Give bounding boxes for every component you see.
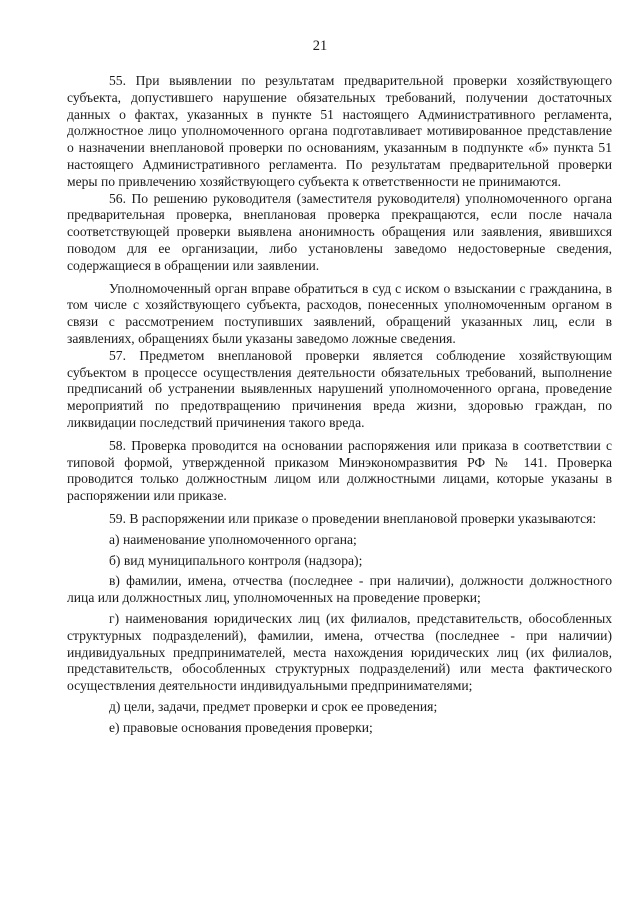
paragraph-56: 56. По решению руководителя (заместителя руководителя) уполномоченного органа предварительная проверка, внеплановая проверка прекращаются, если после начала соответствующей проверки выявлена анонимность обращения или заявления, явившихся поводом для ее организации, либо установлены заведомо недостоверные сведения, содержащиеся в обращении или заявлении. xyxy=(67,190,612,273)
paragraph-55: 55. При выявлении по результатам предварительной проверки хозяйствующего субъекта, допустившего нарушение обязательных требований, получении достаточных данных о фактах, указанных в пункте 51 настоящего Административного регламента, должностное лицо уполномоченного органа подготавливает мотивированное представление о назначении внеплановой проверки по основаниям, указанным в подпункте «б» пункта 51 настоящего Административного регламента. По результатам предварительной проверки меры по привлечению хозяйствующего субъекта к ответственности не принимаются. xyxy=(67,73,612,189)
page-number: 21 xyxy=(312,38,328,54)
paragraph-59: 59. В распоряжении или приказе о проведении внеплановой проверки указываются: xyxy=(109,510,597,526)
paragraph-56-court-claim: Уполномоченный орган вправе обратиться в суд с иском о взыскании с гражданина, в том числе с хозяйствующего субъекта, расходов, понесенных уполномоченным органом в связи с рассмотрением поступивших заявлений, обращений указанных лиц, если в заявлениях, обращениях были указаны заведомо ложные сведения. xyxy=(67,280,612,346)
list-item-d: д) цели, задачи, предмет проверки и срок ее проведения; xyxy=(109,698,438,714)
document-body xyxy=(67,73,612,736)
list-item-v: в) фамилии, имена, отчества (последнее - при наличии), должности должностного лица или должностных лиц, уполномоченных на проведение проверки; xyxy=(67,573,612,606)
paragraph-58: 58. Проверка проводится на основании распоряжения или приказа в соответствии с типовой формой, утвержденной приказом Минэкономразвития РФ № 141. Проверка проводится только должностным лицом или должностными лицами, которые указаны в распоряжении или приказе. xyxy=(67,437,612,504)
list-item-e: е) правовые основания проведения проверки; xyxy=(109,719,373,735)
list-item-a: а) наименование уполномоченного органа; xyxy=(109,531,357,547)
list-item-b: б) вид муниципального контроля (надзора); xyxy=(109,552,363,568)
list-item-g: г) наименования юридических лиц (их филиалов, представительств, обособленных структурных подразделений), фамилии, имена, отчества (последнее - при наличии) индивидуальных предпринимателей, места нахождения юридических лиц (их филиалов, представительств, обособленных структурных подразделений) или места фактического осуществления деятельности индивидуальными предпринимателями; xyxy=(67,610,612,694)
paragraph-57: 57. Предметом внеплановой проверки является соблюдение хозяйствующим субъектом в процессе осуществления деятельности обязательных требований, выполнение предписаний об устранении выявленных нарушений уполномоченного органа, проведение мероприятий по предотвращению причинения вреда жизни, здоровью граждан, по ликвидации последствий причинения такого вреда. xyxy=(67,347,612,430)
